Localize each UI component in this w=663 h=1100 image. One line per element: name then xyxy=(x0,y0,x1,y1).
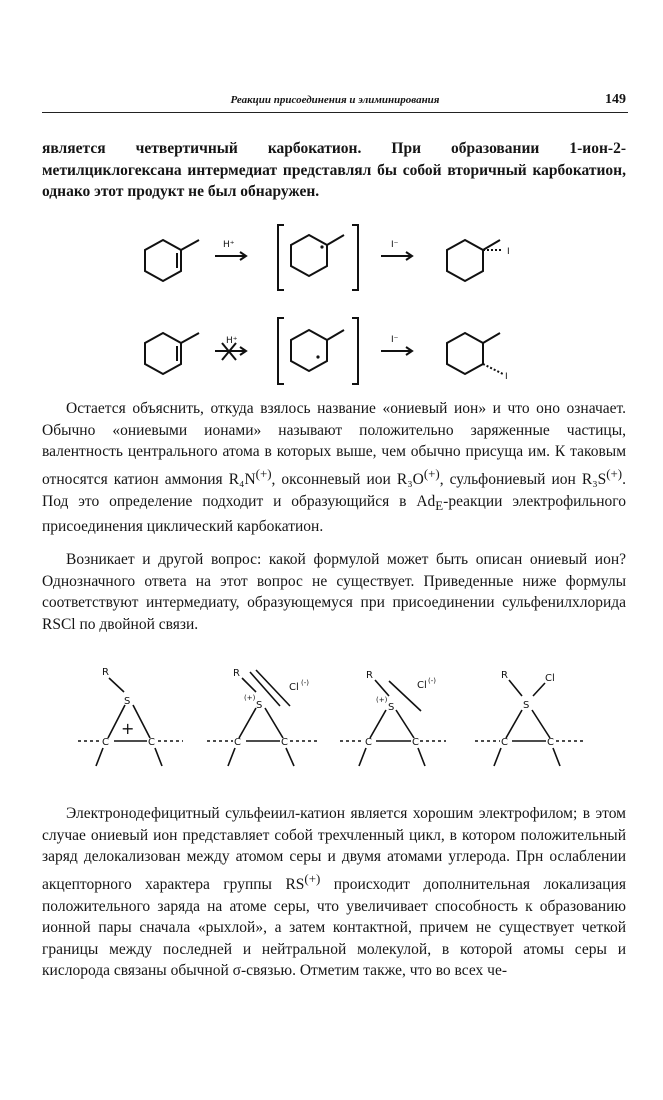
atom-r: R xyxy=(233,668,240,679)
formula-sulfonium: R₃S xyxy=(581,470,607,488)
text-run: , сульфониевый ион xyxy=(439,470,582,488)
atom-c: C xyxy=(412,737,419,748)
negative-charge: (-) xyxy=(301,679,309,687)
charge-superscript: (+) xyxy=(304,870,321,886)
header-title: Реакции присоединения и элиминирования xyxy=(230,94,440,106)
charge-superscript: (+) xyxy=(423,465,440,481)
positive-charge: (+) xyxy=(244,694,256,702)
text-run: -реакции электрофильного присоединения циклический карбокатион. xyxy=(42,492,626,536)
text-run: Остается объяснить, откуда взялось название «ониевый ион» и что оно означает. Обычно «ониевыми ионами» называют положительно заряженные частицы, валентность центрального атома в которых выше, чем обычно присуща им. К таковым относятся катион аммония xyxy=(42,400,626,488)
paragraph-3: Возникает и другой вопрос: какой формулой может быть описан ониевый ион? Однозначного ответа на этот вопрос не существует. Приведенные ниже формулы соответствуют интермедиату, образующемуся при присоединении сульфенилхлорида RSCl по двойной связи. xyxy=(42,551,626,633)
charge-superscript: (+) xyxy=(255,465,272,481)
text-run: Электронодефицитный сульфеиил-катион является хорошим электрофилом; в этом случае ониевый ион представляет собой трехчленный цикл, в котором положительный заряд делокализован между атомом серы и двумя атомами углерода. Прн ослаблении акцепторного характера группы xyxy=(42,805,626,893)
atom-r: R xyxy=(102,667,109,678)
atom-c: C xyxy=(234,737,241,748)
charge-superscript: (+) xyxy=(606,465,623,481)
atom-r: R xyxy=(501,670,508,681)
positive-charge: (+) xyxy=(376,696,388,704)
iodine-label-2: I xyxy=(505,372,508,382)
formula-rs: RS xyxy=(285,875,305,893)
text-run: , оксонневый иои xyxy=(271,470,397,488)
atom-cl: Cl xyxy=(545,673,555,684)
text-run: происходит дополнительная локализация положительного заряда на атоме серы, что увеличивает способность к образованию ионной пары сначала «рыхлой», а затем контактной, причем не существует четкой границы между последней и нейтральной молекулой, в которой атомы серы и кислорода связаны обычной σ-связью. Отметим также, что во всех че- xyxy=(42,875,626,980)
atom-c: C xyxy=(102,737,109,748)
formula-ade: Ad xyxy=(416,492,436,510)
page-number: 149 xyxy=(605,92,626,107)
atom-s: S xyxy=(124,696,131,707)
reagent-h-2: H⁺ xyxy=(226,336,238,346)
reagent-h-1: H⁺ xyxy=(223,240,235,250)
negative-charge: (-) xyxy=(428,677,436,685)
atom-c: C xyxy=(547,737,554,748)
structure-4 xyxy=(475,680,583,766)
formula-oxonium: R₃O xyxy=(396,470,424,488)
paragraph-1: является четвертичный карбокатион. При образовании 1-ион-2-метилциклогексана интермедиат представлял бы собой вторичный карбокатион, однако этот продукт не был обнаружен. xyxy=(42,140,626,201)
reagent-i-2: I⁻ xyxy=(391,335,399,345)
atom-c: C xyxy=(365,737,372,748)
atom-s: S xyxy=(388,702,395,713)
atom-c: C xyxy=(501,737,508,748)
atom-cl: Cl xyxy=(289,682,299,693)
atom-r: R xyxy=(366,670,373,681)
iodine-label-1: I xyxy=(507,247,510,257)
atom-s: S xyxy=(523,700,530,711)
plus-sign: + xyxy=(121,719,135,738)
atom-cl: Cl xyxy=(417,680,427,691)
text-run: . Под это определение подходит и образующийся в xyxy=(42,470,626,510)
formula-ammonium: R₄N xyxy=(228,470,256,488)
reagent-i-1: I⁻ xyxy=(391,240,399,250)
atom-c: C xyxy=(148,737,155,748)
atom-c: C xyxy=(281,737,288,748)
structure-3 xyxy=(340,680,446,766)
subscript-e: E xyxy=(435,497,444,513)
paragraph-4 xyxy=(42,803,626,982)
atom-s: S xyxy=(256,700,263,711)
